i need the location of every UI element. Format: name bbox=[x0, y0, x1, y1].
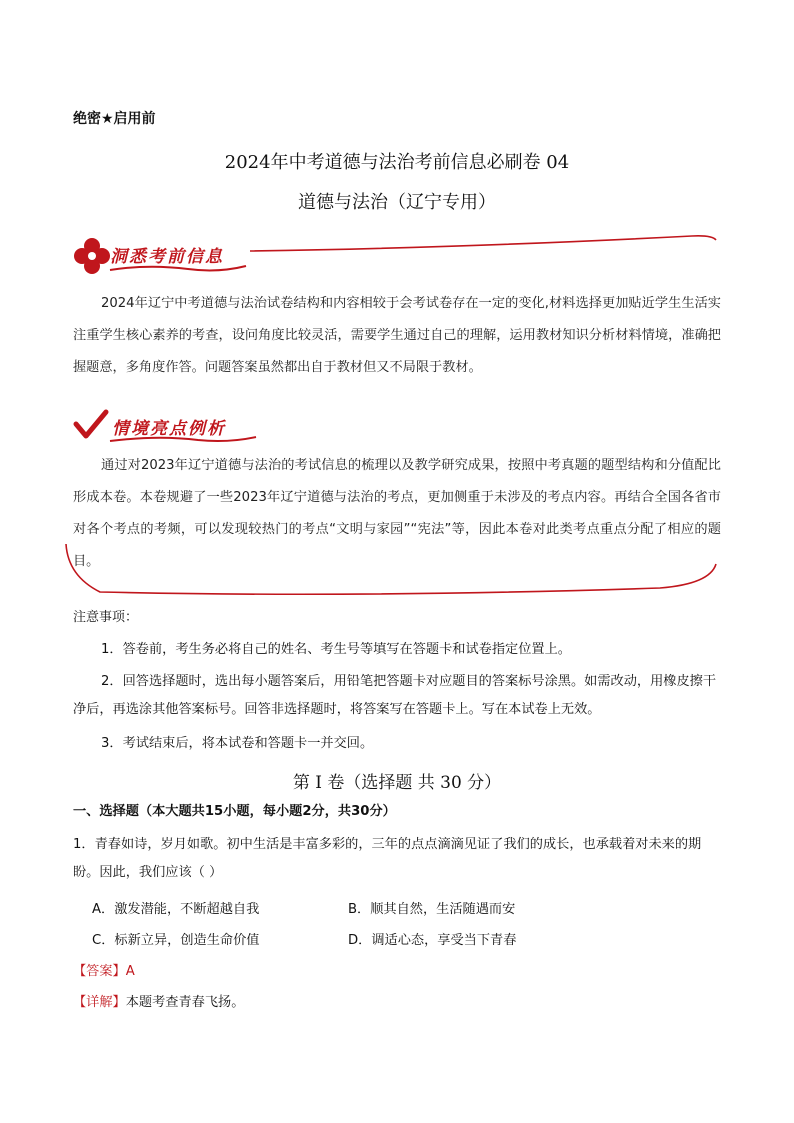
banner-underline bbox=[108, 262, 248, 276]
option-b: B．顺其自然，生活随遇而安 bbox=[348, 902, 516, 917]
detail-line bbox=[73, 991, 244, 1010]
option-d: D．调适心态，享受当下青春 bbox=[348, 933, 517, 948]
checkmark-icon bbox=[72, 406, 112, 444]
option-c: C．标新立异，创造生命价值 bbox=[92, 933, 260, 948]
paper-title: 2024年中考道德与法治考前信息必刷卷 04 bbox=[224, 152, 570, 173]
info-paragraph: 2024年辽宁中考道德与法治试卷结构和内容相较于会考试卷存在一定的变化,材料选择更加贴近学生生活实注重学生核心素养的考查，设问角度比较灵活，需要学生通过自己的理解，运用教材知识分析材料情境，准确把握题意，多角度作答。问题答案虽然都出自于教材但又不局限于教材。 bbox=[73, 296, 721, 375]
highlight-paragraph: 通过对2023年辽宁道德与法治的考试信息的梳理以及教学研究成果，按照中考真题的题型结构和分值配比形成本卷。本卷规避了一些2023年辽宁道德与法治的考点，更加侧重于未涉及的考点内容。再结合全国各省市对各个考点的考频，可以发现较热门的考点“文明与家园”“宪法”等，因此本卷对此类考点重点分配了相应的题目。 bbox=[73, 458, 721, 569]
question-stem: 1．青春如诗，岁月如歌。初中生活是丰富多彩的，三年的点点滴滴见证了我们的成长，也承载着对未来的期盼。因此，我们应该（ ） bbox=[73, 837, 702, 880]
part-title: 一、选择题（本大题共15小题，每小题2分，共30分） bbox=[73, 804, 396, 819]
notice-item: 1．答卷前，考生务必将自己的姓名、考生号等填写在答题卡和试卷指定位置上。 bbox=[101, 642, 571, 657]
detail-text: 本题考查青春飞扬。 bbox=[125, 995, 245, 1010]
answer-line bbox=[73, 960, 135, 979]
notice-heading: 注意事项： bbox=[73, 610, 139, 625]
paper-subtitle: 道德与法治（辽宁专用） bbox=[298, 192, 496, 213]
confidential-mark: 绝密★启用前 bbox=[73, 111, 156, 127]
notice-item: 2．回答选择题时，选出每小题答案后，用铅笔把答题卡对应题目的答案标号涂黑。如需改动，用橡皮擦干净后，再选涂其他答案标号。回答非选择题时，将答案写在答题卡上。写在本试卷上无效。 bbox=[73, 674, 717, 717]
banner-highlight: 情境亮点例析 bbox=[112, 419, 226, 439]
clover-icon bbox=[72, 236, 112, 276]
option-a: A．激发潜能，不断超越自我 bbox=[92, 902, 260, 917]
banner-info: 洞悉考前信息 bbox=[110, 247, 224, 267]
banner-underline bbox=[108, 432, 258, 446]
notice-item: 3．考试结束后，将本试卷和答题卡一并交回。 bbox=[101, 736, 374, 751]
answer-label: 【答案】 bbox=[73, 964, 126, 979]
section-title: 第 I 卷（选择题 共 30 分） bbox=[292, 773, 502, 793]
detail-label: 【详解】 bbox=[73, 995, 126, 1010]
answer-value: A bbox=[125, 964, 135, 979]
